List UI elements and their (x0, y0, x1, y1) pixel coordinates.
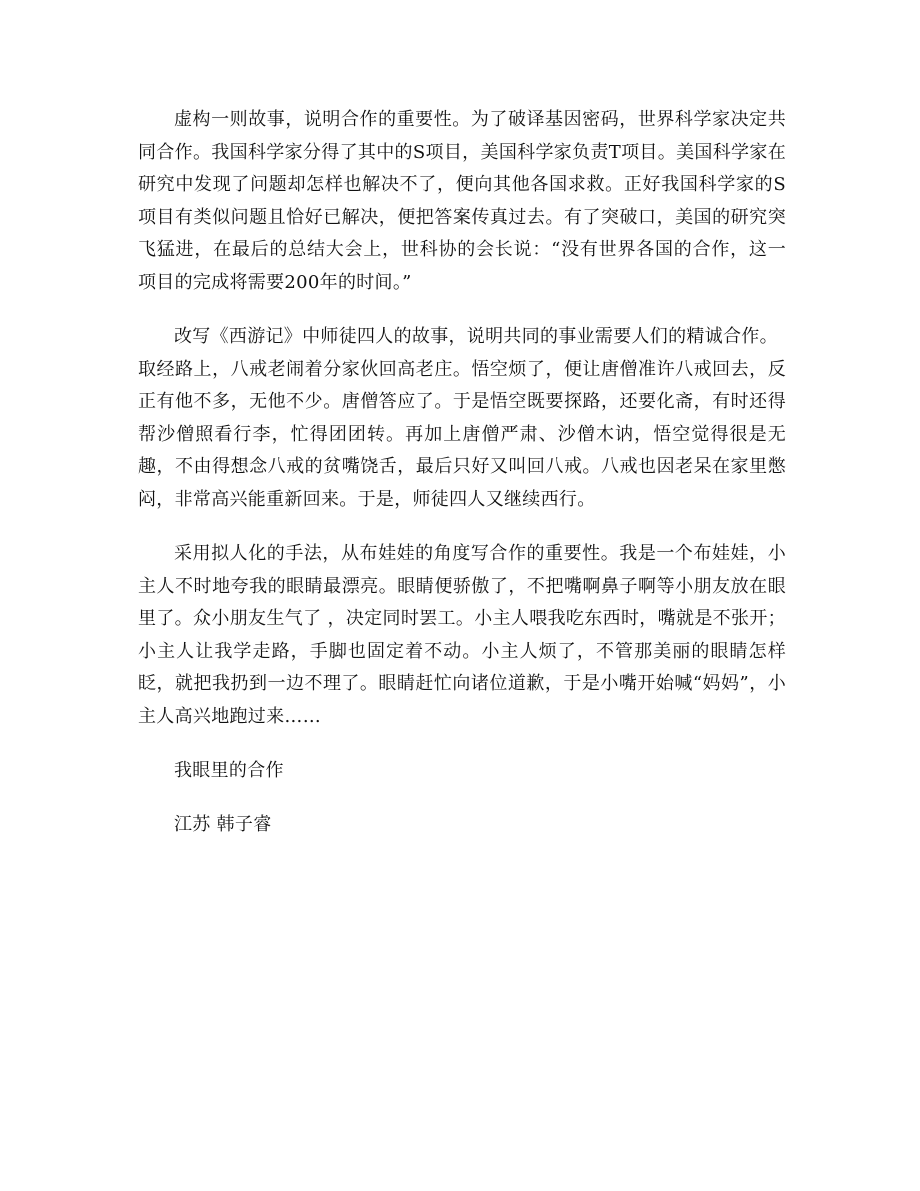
paragraph-journey-west-story: 取经路上，八戒老闹着分家伙回高老庄。悟空烦了，便让唐僧准许八戒回去，反正有他不多，无他不少。唐僧答应了。于是悟空既要探路，还要化斋，有时还得帮沙僧照看行李，忙得团团转。再加上唐僧严肃、沙僧木讷，悟空觉得很是无趣，不由得想念八戒的贫嘴饶舌，最后只好又叫回八戒。八戒也因老呆在家里憋闷，非常高兴能重新回来。于是，师徒四人又继续西行。 (138, 358, 786, 510)
essay-title: 我眼里的合作 (174, 760, 284, 781)
paragraph-story-gene-cooperation: 虚构一则故事，说明合作的重要性。为了破译基因密码，世界科学家决定共同合作。我国科学家分得了其中的S项目，美国科学家负责T项目。美国科学家在研究中发现了问题却怎样也解决不了，便向其他各国求救。正好我国科学家的S项目有类似问题且恰好已解决，便把答案传真过去。有了突破口，美国的研究突飞猛进，在最后的总结大会上，世科协的会长说：“没有世界各国的合作，这一项目的完成将需要200年的时间。” (138, 109, 786, 293)
paragraph-doll-story: 采用拟人化的手法，从布娃娃的角度写合作的重要性。我是一个布娃娃，小主人不时地夸我的眼睛最漂亮。眼睛便骄傲了，不把嘴啊鼻子啊等小朋友放在眼里了。众小朋友生气了 ，决定同时罢工。小主人喂我吃东西时，嘴就是不张开；小主人让我学走路，手脚也固定着不动。小主人烦了，不管那美丽的眼睛怎样眨，就把我扔到一边不理了。眼睛赶忙向诸位道歉，于是小嘴开始喊“妈妈”，小主人高兴地跑过来…… (138, 543, 786, 727)
paragraph-journey-west-intro: 改写《西游记》中师徒四人的故事，说明共同的事业需要人们的精诚合作。 (174, 326, 778, 347)
essay-author: 江苏 韩子睿 (174, 814, 272, 835)
document-page (138, 104, 786, 841)
